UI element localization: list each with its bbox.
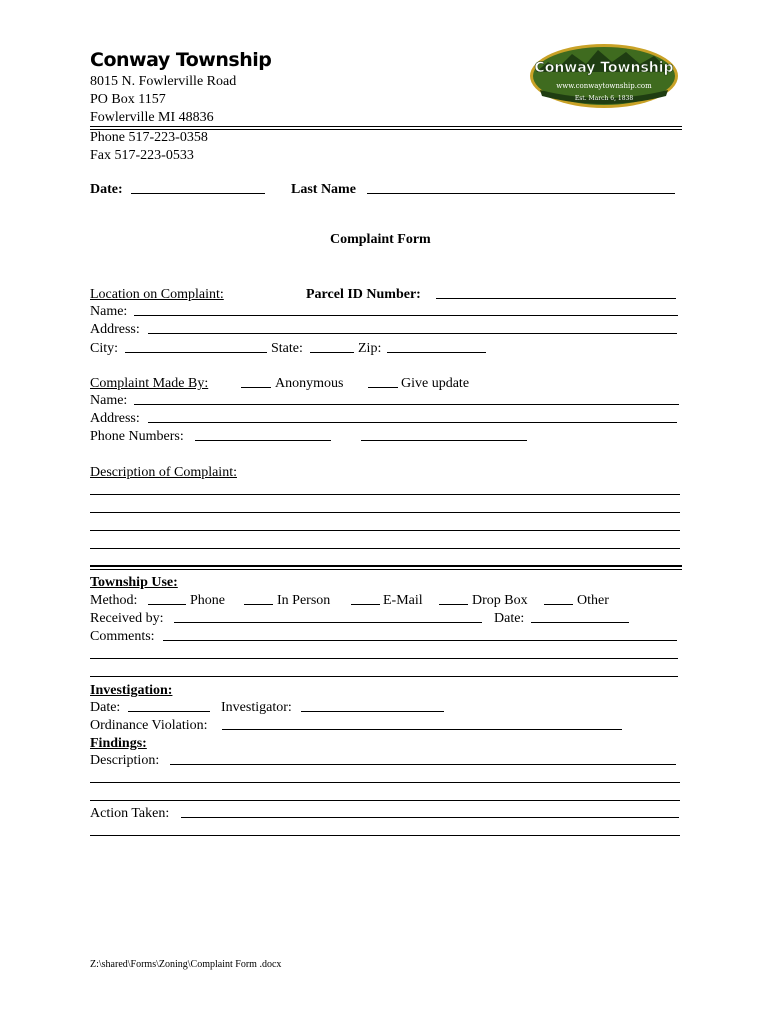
made-by-address-field[interactable] [148,422,677,423]
give-update-checkbox-line[interactable] [368,387,398,388]
parcel-id-field[interactable] [436,298,676,299]
township-use-heading: Township Use: [90,575,178,590]
anonymous-label: Anonymous [275,376,344,391]
comments-line-2[interactable] [90,658,678,659]
logo-url-text: www.conwaytownship.com [556,82,652,90]
description-line-3[interactable] [90,530,680,531]
phone-number-field-1[interactable] [195,440,331,441]
findings-description-line-1[interactable] [170,764,676,765]
method-drop-box-label: Drop Box [472,593,528,608]
section-divider-thin [90,569,682,570]
parcel-id-label: Parcel ID Number: [306,287,421,302]
made-by-name-label: Name: [90,393,128,408]
action-taken-line-2[interactable] [90,835,680,836]
method-label: Method: [90,593,138,608]
description-line-2[interactable] [90,512,680,513]
location-heading: Location on Complaint: [90,287,224,302]
location-name-label: Name: [90,304,128,319]
method-other-line[interactable] [544,604,573,605]
give-update-label: Give update [401,376,470,391]
method-in-person-label: In Person [277,593,331,608]
action-taken-label: Action Taken: [90,806,170,821]
description-line-4[interactable] [90,548,680,549]
location-address-field[interactable] [148,333,677,334]
footer-file-path: Z:\shared\Forms\Zoning\Complaint Form .docx [90,959,282,970]
ordinance-field[interactable] [222,729,622,730]
investigation-date-field[interactable] [128,711,210,712]
received-by-label: Received by: [90,611,164,626]
received-by-field[interactable] [174,622,482,623]
phone-number-field-2[interactable] [361,440,527,441]
made-by-address-label: Address: [90,411,140,426]
received-date-label: Date: [494,611,525,626]
findings-description-label: Description: [90,753,160,768]
address-line-1: 8015 N. Fowlerville Road [90,74,237,89]
investigation-heading: Investigation: [90,683,173,698]
phone-numbers-label: Phone Numbers: [90,429,184,444]
last-name-label: Last Name [291,182,356,197]
location-city-label: City: [90,341,119,356]
made-by-name-field[interactable] [134,404,679,405]
header-rule-top [90,126,682,127]
location-state-label: State: [271,341,303,356]
anonymous-checkbox-line[interactable] [241,387,271,388]
action-taken-line-1[interactable] [181,817,679,818]
received-date-field[interactable] [531,622,629,623]
comments-line-1[interactable] [163,640,677,641]
section-divider-thick [90,565,682,567]
logo-est-text: Est. March 6, 1838 [574,95,634,102]
ordinance-label: Ordinance Violation: [90,718,208,733]
org-name: Conway Township [90,49,272,71]
location-city-field[interactable] [125,352,267,353]
method-phone-label: Phone [190,593,225,608]
investigation-date-label: Date: [90,700,121,715]
location-zip-field[interactable] [387,352,486,353]
location-name-field[interactable] [134,315,678,316]
address-line-3: Fowlerville MI 48836 [90,110,214,125]
address-line-2: PO Box 1157 [90,92,166,107]
location-state-field[interactable] [310,352,354,353]
method-email-line[interactable] [351,604,380,605]
method-email-label: E-Mail [383,593,423,608]
made-by-heading: Complaint Made By: [90,376,209,391]
description-line-1[interactable] [90,494,680,495]
description-heading: Description of Complaint: [90,465,237,480]
date-label: Date: [90,182,123,197]
logo-name-text: Conway Township [534,60,674,76]
location-zip-label: Zip: [358,341,382,356]
comments-label: Comments: [90,629,155,644]
last-name-field[interactable] [367,193,675,194]
township-logo [528,42,680,110]
investigator-label: Investigator: [221,700,292,715]
form-title: Complaint Form [330,232,431,247]
findings-heading: Findings: [90,736,147,751]
fax-text: Fax 517-223-0533 [90,148,194,163]
location-address-label: Address: [90,322,140,337]
method-drop-box-line[interactable] [439,604,468,605]
findings-description-line-2[interactable] [90,782,680,783]
comments-line-3[interactable] [90,676,678,677]
method-in-person-line[interactable] [244,604,273,605]
investigator-field[interactable] [301,711,444,712]
date-field[interactable] [131,193,265,194]
method-other-label: Other [577,593,609,608]
phone-text: Phone 517-223-0358 [90,130,208,145]
method-phone-line[interactable] [148,604,186,605]
findings-description-line-3[interactable] [90,800,680,801]
